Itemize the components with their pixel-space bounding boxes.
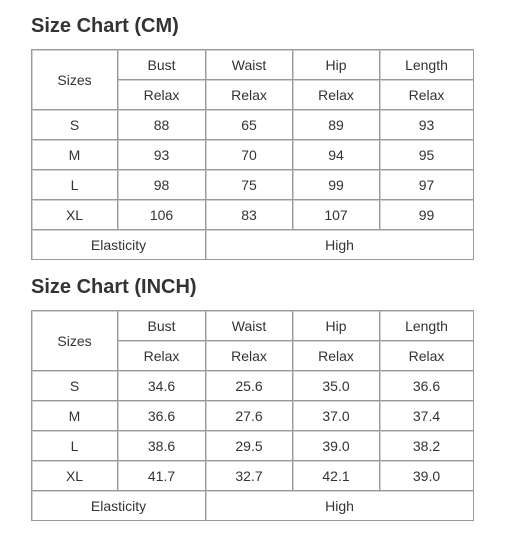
waist-cell: 27.6 — [206, 401, 293, 431]
length-cell: 36.6 — [380, 371, 474, 401]
bust-subheader: Relax — [118, 80, 206, 110]
elasticity-label: Elasticity — [32, 491, 206, 521]
footer-row — [32, 230, 474, 260]
bust-header: Bust — [118, 50, 206, 80]
size-cell: S — [32, 110, 118, 140]
table-row — [32, 170, 474, 200]
waist-header: Waist — [206, 311, 293, 341]
size-chart-inch-table — [31, 310, 474, 521]
length-subheader: Relax — [380, 341, 474, 371]
hip-cell: 107 — [293, 200, 380, 230]
bust-cell: 106 — [118, 200, 206, 230]
footer-row — [32, 491, 474, 521]
length-header: Length — [380, 311, 474, 341]
waist-cell: 75 — [206, 170, 293, 200]
length-cell: 37.4 — [380, 401, 474, 431]
table-row — [32, 401, 474, 431]
bust-cell: 41.7 — [118, 461, 206, 491]
waist-cell: 65 — [206, 110, 293, 140]
bust-subheader: Relax — [118, 341, 206, 371]
bust-cell: 34.6 — [118, 371, 206, 401]
size-cell: M — [32, 140, 118, 170]
bust-cell: 98 — [118, 170, 206, 200]
bust-cell: 93 — [118, 140, 206, 170]
hip-cell: 94 — [293, 140, 380, 170]
table-row — [32, 110, 474, 140]
size-cell: XL — [32, 200, 118, 230]
waist-subheader: Relax — [206, 341, 293, 371]
elasticity-label: Elasticity — [32, 230, 206, 260]
hip-cell: 35.0 — [293, 371, 380, 401]
waist-cell: 70 — [206, 140, 293, 170]
size-chart-inch-title: Size Chart (INCH) — [31, 276, 197, 298]
table-row — [32, 431, 474, 461]
length-cell: 99 — [380, 200, 474, 230]
hip-cell: 37.0 — [293, 401, 380, 431]
length-cell: 95 — [380, 140, 474, 170]
size-chart-cm-title: Size Chart (CM) — [31, 15, 179, 37]
elasticity-value: High — [206, 230, 474, 260]
sizes-header: Sizes — [32, 50, 118, 110]
hip-cell: 89 — [293, 110, 380, 140]
bust-cell: 36.6 — [118, 401, 206, 431]
size-cell: L — [32, 431, 118, 461]
hip-header: Hip — [293, 311, 380, 341]
waist-subheader: Relax — [206, 80, 293, 110]
hip-cell: 42.1 — [293, 461, 380, 491]
hip-header: Hip — [293, 50, 380, 80]
waist-cell: 83 — [206, 200, 293, 230]
bust-cell: 38.6 — [118, 431, 206, 461]
length-cell: 39.0 — [380, 461, 474, 491]
size-chart-cm-table — [31, 49, 474, 260]
hip-cell: 99 — [293, 170, 380, 200]
table-row — [32, 461, 474, 491]
size-cell: M — [32, 401, 118, 431]
waist-cell: 25.6 — [206, 371, 293, 401]
length-cell: 93 — [380, 110, 474, 140]
hip-subheader: Relax — [293, 341, 380, 371]
bust-cell: 88 — [118, 110, 206, 140]
elasticity-value: High — [206, 491, 474, 521]
header-row — [32, 50, 474, 80]
table-row — [32, 140, 474, 170]
bust-header: Bust — [118, 311, 206, 341]
length-cell: 97 — [380, 170, 474, 200]
waist-cell: 32.7 — [206, 461, 293, 491]
table-row — [32, 371, 474, 401]
waist-header: Waist — [206, 50, 293, 80]
size-cell: S — [32, 371, 118, 401]
hip-subheader: Relax — [293, 80, 380, 110]
length-header: Length — [380, 50, 474, 80]
hip-cell: 39.0 — [293, 431, 380, 461]
size-cell: XL — [32, 461, 118, 491]
size-cell: L — [32, 170, 118, 200]
header-row — [32, 311, 474, 341]
length-cell: 38.2 — [380, 431, 474, 461]
waist-cell: 29.5 — [206, 431, 293, 461]
table-row — [32, 200, 474, 230]
sizes-header: Sizes — [32, 311, 118, 371]
length-subheader: Relax — [380, 80, 474, 110]
